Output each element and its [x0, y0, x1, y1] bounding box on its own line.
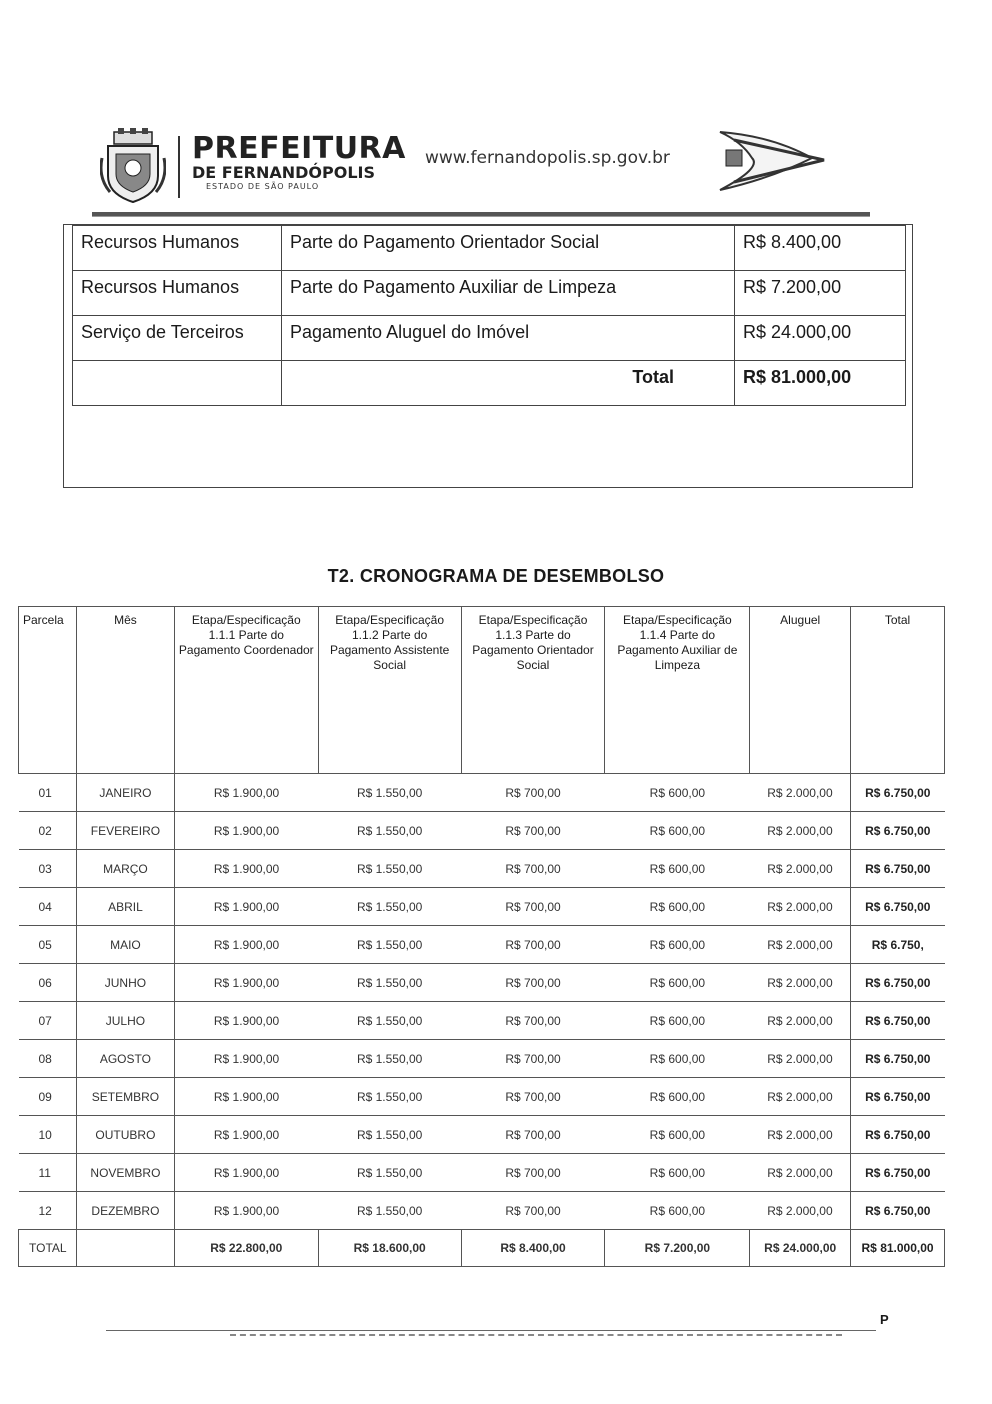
cell-auxiliar-limpeza: R$ 600,00 [605, 926, 750, 964]
cell-total: R$ 81.000,00 [851, 1230, 945, 1267]
schedule-row [19, 1002, 945, 1040]
cell-aluguel: R$ 2.000,00 [750, 1040, 851, 1078]
budget-value: R$ 7.200,00 [735, 271, 906, 316]
schedule-title: T2. CRONOGRAMA DE DESEMBOLSO [327, 566, 665, 586]
cell-auxiliar-limpeza: R$ 600,00 [605, 888, 750, 926]
cell-coordenador: R$ 22.800,00 [174, 1230, 318, 1267]
budget-description: Pagamento Aluguel do Imóvel [282, 316, 735, 361]
cell-parcela: 05 [19, 926, 77, 964]
cell-mes: OUTUBRO [76, 1116, 174, 1154]
cell-parcela: 08 [19, 1040, 77, 1078]
cell-mes: NOVEMBRO [76, 1154, 174, 1192]
schedule-row [19, 964, 945, 1002]
cell-orientador-social: R$ 700,00 [461, 774, 605, 812]
cell-auxiliar-limpeza: R$ 600,00 [605, 964, 750, 1002]
header-total: Total [851, 607, 945, 774]
cell-aluguel: R$ 2.000,00 [750, 1192, 851, 1230]
cell-mes: DEZEMBRO [76, 1192, 174, 1230]
cell-aluguel: R$ 2.000,00 [750, 1154, 851, 1192]
cell-coordenador: R$ 1.900,00 [174, 1116, 318, 1154]
schedule-row [19, 888, 945, 926]
cell-total: R$ 6.750,00 [851, 1040, 945, 1078]
cell-auxiliar-limpeza: R$ 600,00 [605, 1078, 750, 1116]
cell-parcela: 10 [19, 1116, 77, 1154]
cell-assistente-social: R$ 1.550,00 [318, 926, 461, 964]
cell-parcela: 06 [19, 964, 77, 1002]
cell-aluguel: R$ 2.000,00 [750, 774, 851, 812]
cell-auxiliar-limpeza: R$ 600,00 [605, 1154, 750, 1192]
cell-orientador-social: R$ 700,00 [461, 1002, 605, 1040]
footer-mark: P [880, 1312, 889, 1327]
cell-parcela: 11 [19, 1154, 77, 1192]
cell-assistente-social: R$ 1.550,00 [318, 774, 461, 812]
cell-total: R$ 6.750,00 [851, 1116, 945, 1154]
cell-total: R$ 6.750,00 [851, 1002, 945, 1040]
schedule-row [19, 1154, 945, 1192]
cell-mes [76, 1230, 174, 1267]
cell-auxiliar-limpeza: R$ 600,00 [605, 1192, 750, 1230]
cell-mes: SETEMBRO [76, 1078, 174, 1116]
cell-parcela: 04 [19, 888, 77, 926]
cell-auxiliar-limpeza: R$ 600,00 [605, 1002, 750, 1040]
cell-coordenador: R$ 1.900,00 [174, 1040, 318, 1078]
cell-assistente-social: R$ 1.550,00 [318, 1002, 461, 1040]
cell-mes: FEVEREIRO [76, 812, 174, 850]
schedule-total-row [19, 1230, 945, 1267]
cell-mes: ABRIL [76, 888, 174, 926]
header-divider [92, 212, 870, 217]
cell-coordenador: R$ 1.900,00 [174, 926, 318, 964]
page-header [100, 128, 860, 208]
budget-value: R$ 8.400,00 [735, 226, 906, 271]
schedule-row [19, 926, 945, 964]
cell-orientador-social: R$ 700,00 [461, 850, 605, 888]
cell-auxiliar-limpeza: R$ 600,00 [605, 1040, 750, 1078]
header-mes: Mês [76, 607, 174, 774]
cell-coordenador: R$ 1.900,00 [174, 850, 318, 888]
cell-mes: AGOSTO [76, 1040, 174, 1078]
brand-divider [178, 136, 180, 198]
cell-assistente-social: R$ 1.550,00 [318, 1116, 461, 1154]
budget-description: Parte do Pagamento Orientador Social [282, 226, 735, 271]
budget-row [73, 271, 906, 316]
cell-parcela: 07 [19, 1002, 77, 1040]
header-assistente-social: Etapa/Especificação 1.1.2 Parte do Pagamento Assistente Social [318, 607, 461, 774]
cell-assistente-social: R$ 1.550,00 [318, 850, 461, 888]
cell-orientador-social: R$ 700,00 [461, 1192, 605, 1230]
cell-total: R$ 6.750,00 [851, 774, 945, 812]
budget-description: Parte do Pagamento Auxiliar de Limpeza [282, 271, 735, 316]
cell-aluguel: R$ 2.000,00 [750, 1002, 851, 1040]
footer-faded-address-line [230, 1334, 842, 1340]
budget-row [73, 226, 906, 271]
cell-orientador-social: R$ 700,00 [461, 1078, 605, 1116]
cell-coordenador: R$ 1.900,00 [174, 1002, 318, 1040]
cell-aluguel: R$ 24.000,00 [750, 1230, 851, 1267]
cell-assistente-social: R$ 1.550,00 [318, 812, 461, 850]
cell-total: R$ 6.750,00 [851, 850, 945, 888]
cell-auxiliar-limpeza: R$ 600,00 [605, 850, 750, 888]
cell-auxiliar-limpeza: R$ 600,00 [605, 812, 750, 850]
cell-coordenador: R$ 1.900,00 [174, 774, 318, 812]
cell-assistente-social: R$ 1.550,00 [318, 1078, 461, 1116]
schedule-row [19, 1040, 945, 1078]
cell-orientador-social: R$ 700,00 [461, 888, 605, 926]
cell-aluguel: R$ 2.000,00 [750, 1078, 851, 1116]
cell-orientador-social: R$ 700,00 [461, 1116, 605, 1154]
schedule-row [19, 774, 945, 812]
budget-category: Recursos Humanos [73, 226, 282, 271]
budget-total-label: Total [282, 361, 735, 406]
brand-state: ESTADO DE SÃO PAULO [206, 182, 320, 191]
schedule-row [19, 1116, 945, 1154]
city-emblem-icon [712, 128, 842, 194]
cell-mes: JUNHO [76, 964, 174, 1002]
cell-orientador-social: R$ 700,00 [461, 964, 605, 1002]
cell-total: R$ 6.750,00 [851, 1154, 945, 1192]
footer-divider [106, 1330, 876, 1331]
budget-total-row [73, 361, 906, 406]
cell-coordenador: R$ 1.900,00 [174, 1192, 318, 1230]
cell-aluguel: R$ 2.000,00 [750, 888, 851, 926]
schedule-header-row [19, 607, 945, 774]
cell-auxiliar-limpeza: R$ 7.200,00 [605, 1230, 750, 1267]
cell-aluguel: R$ 2.000,00 [750, 850, 851, 888]
schedule-row [19, 1192, 945, 1230]
cell-auxiliar-limpeza: R$ 600,00 [605, 774, 750, 812]
cell-mes: MAIO [76, 926, 174, 964]
cell-parcela: 02 [19, 812, 77, 850]
header-coordenador: Etapa/Especificação 1.1.1 Parte do Pagamento Coordenador [174, 607, 318, 774]
header-parcela: Parcela [19, 607, 77, 774]
cell-aluguel: R$ 2.000,00 [750, 964, 851, 1002]
budget-table-frame [63, 224, 913, 488]
budget-value: R$ 24.000,00 [735, 316, 906, 361]
cell-parcela: 09 [19, 1078, 77, 1116]
cell-orientador-social: R$ 8.400,00 [461, 1230, 605, 1267]
brand-title: PREFEITURA [192, 131, 406, 166]
budget-total-value: R$ 81.000,00 [735, 361, 906, 406]
cell-assistente-social: R$ 1.550,00 [318, 1154, 461, 1192]
cell-aluguel: R$ 2.000,00 [750, 926, 851, 964]
cell-aluguel: R$ 2.000,00 [750, 1116, 851, 1154]
cell-parcela: 03 [19, 850, 77, 888]
disbursement-schedule-table [18, 606, 945, 1267]
cell-auxiliar-limpeza: R$ 600,00 [605, 1116, 750, 1154]
cell-orientador-social: R$ 700,00 [461, 812, 605, 850]
cell-orientador-social: R$ 700,00 [461, 1040, 605, 1078]
cell-total: R$ 6.750,00 [851, 964, 945, 1002]
cell-mes: JANEIRO [76, 774, 174, 812]
budget-category: Recursos Humanos [73, 271, 282, 316]
cell-total: R$ 6.750, [851, 926, 945, 964]
cell-coordenador: R$ 1.900,00 [174, 964, 318, 1002]
budget-empty-cell [73, 361, 282, 406]
brand-block [192, 131, 406, 191]
schedule-row [19, 812, 945, 850]
cell-coordenador: R$ 1.900,00 [174, 812, 318, 850]
cell-parcela: 01 [19, 774, 77, 812]
cell-aluguel: R$ 2.000,00 [750, 812, 851, 850]
cell-assistente-social: R$ 1.550,00 [318, 1040, 461, 1078]
cell-mes: JULHO [76, 1002, 174, 1040]
header-orientador-social: Etapa/Especificação 1.1.3 Parte do Pagamento Orientador Social [461, 607, 605, 774]
cell-coordenador: R$ 1.900,00 [174, 1078, 318, 1116]
cell-assistente-social: R$ 18.600,00 [318, 1230, 461, 1267]
cell-total: R$ 6.750,00 [851, 1078, 945, 1116]
budget-table [72, 225, 906, 406]
website-url: www.fernandopolis.sp.gov.br [425, 148, 670, 168]
cell-coordenador: R$ 1.900,00 [174, 1154, 318, 1192]
brand-subtitle: DE FERNANDÓPOLIS [192, 163, 376, 182]
header-aluguel: Aluguel [750, 607, 851, 774]
cell-assistente-social: R$ 1.550,00 [318, 1192, 461, 1230]
cell-total: R$ 6.750,00 [851, 888, 945, 926]
header-auxiliar-limpeza: Etapa/Especificação 1.1.4 Parte do Pagamento Auxiliar de Limpeza [605, 607, 750, 774]
cell-orientador-social: R$ 700,00 [461, 926, 605, 964]
cell-assistente-social: R$ 1.550,00 [318, 888, 461, 926]
budget-category: Serviço de Terceiros [73, 316, 282, 361]
cell-total: R$ 6.750,00 [851, 812, 945, 850]
cell-orientador-social: R$ 700,00 [461, 1154, 605, 1192]
coat-of-arms-icon [100, 128, 166, 204]
cell-assistente-social: R$ 1.550,00 [318, 964, 461, 1002]
budget-row [73, 316, 906, 361]
cell-total: R$ 6.750,00 [851, 1192, 945, 1230]
schedule-body [19, 774, 945, 1267]
cell-mes: MARÇO [76, 850, 174, 888]
schedule-row [19, 850, 945, 888]
cell-parcela: 12 [19, 1192, 77, 1230]
schedule-row [19, 1078, 945, 1116]
cell-coordenador: R$ 1.900,00 [174, 888, 318, 926]
cell-parcela: TOTAL [19, 1230, 77, 1267]
